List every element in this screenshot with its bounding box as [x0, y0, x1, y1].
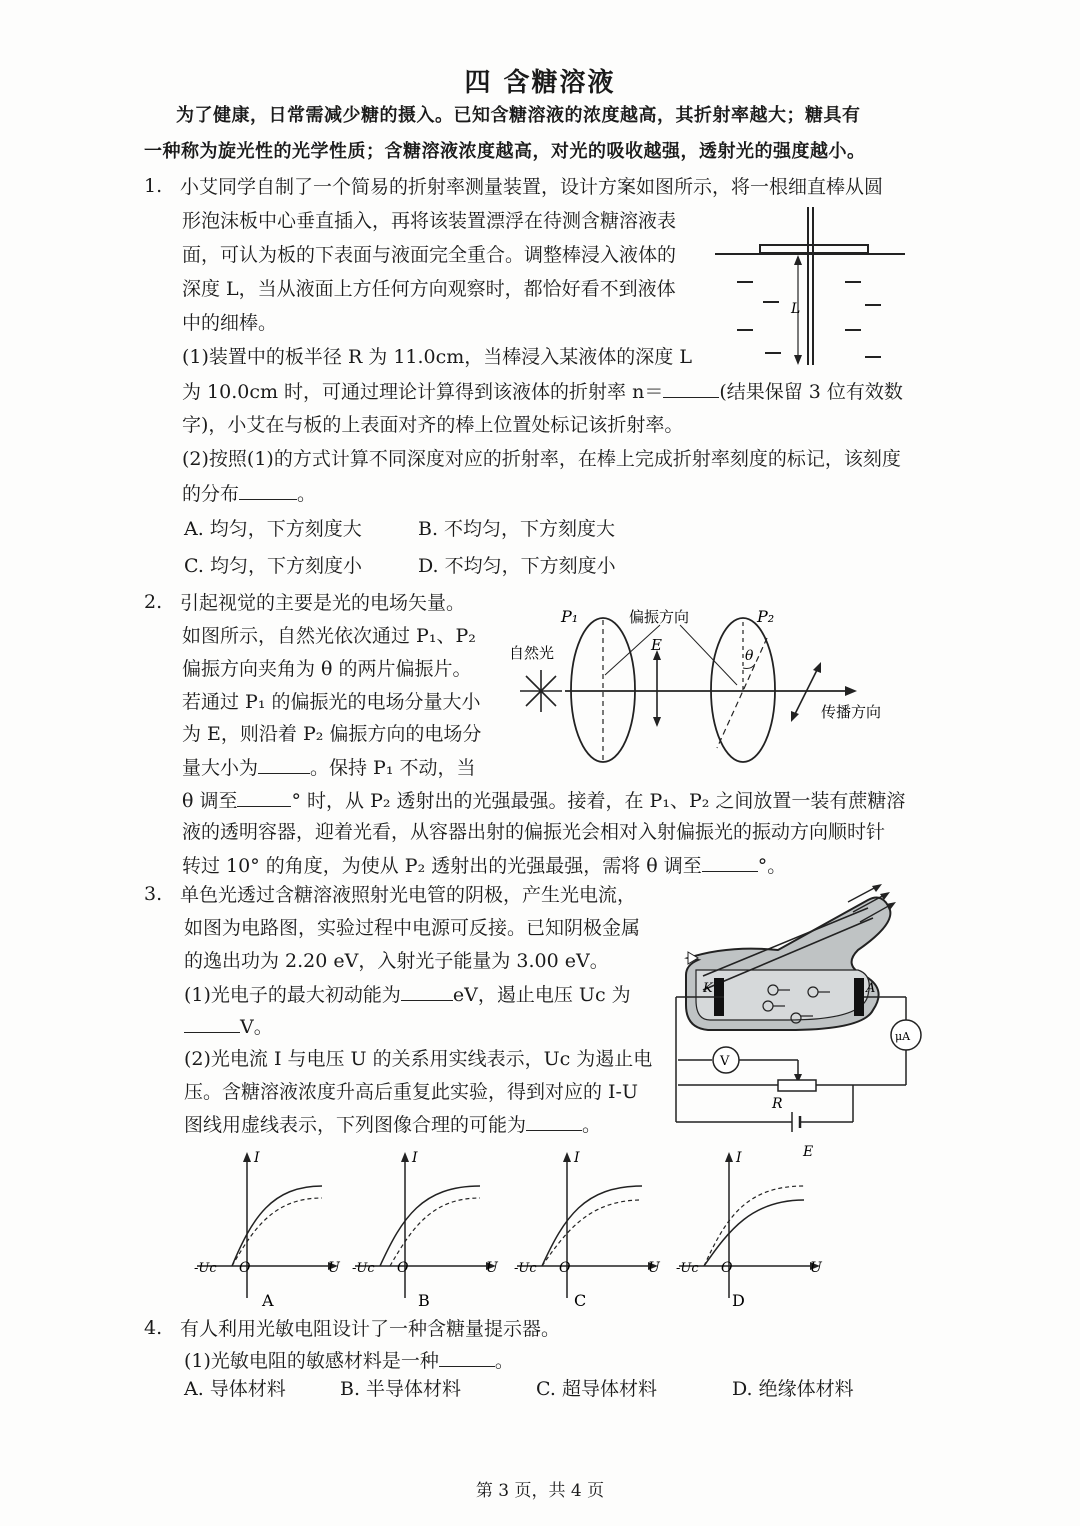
polarization-direction-label: 偏振方向	[629, 608, 690, 626]
p1-label: P₁	[561, 607, 579, 626]
q3-line-1: 单色光透过含糖溶液照射光电管的阴极，产生光电流，	[180, 884, 637, 906]
q3-line-8-text: 图线用虚线表示，下列图像合理的可能为	[184, 1114, 527, 1136]
q1-line-5: 中的细棒。	[182, 312, 278, 334]
q3-number: 3.	[144, 883, 163, 905]
q3-photocell-circuit	[668, 880, 930, 1162]
q2-answer-blank-1[interactable]	[258, 755, 310, 774]
graph-a-u-label: U	[328, 1260, 340, 1276]
resistor-label: R	[772, 1096, 783, 1112]
q4-line-2	[184, 1348, 514, 1373]
graph-d-label[interactable]: D	[732, 1291, 745, 1310]
q2-line-6-tail: 。保持 P₁ 不动，当	[310, 757, 476, 779]
graph-b	[350, 1148, 500, 1314]
graph-c-i-label: I	[574, 1150, 580, 1166]
page-footer: 第 3 页，共 4 页	[475, 1481, 605, 1501]
section-title: 四 含糖溶液	[464, 68, 616, 98]
q4-answer-blank-1[interactable]	[439, 1348, 495, 1367]
q2-answer-blank-2[interactable]	[237, 788, 291, 807]
q3-line-2: 如图为电路图，实验过程中电源可反接。已知阴极金属	[184, 917, 641, 939]
q1-answer-blank-1[interactable]	[663, 379, 719, 398]
graph-a-label[interactable]: A	[262, 1291, 274, 1310]
graph-d-uc-label: -Uc	[676, 1261, 699, 1276]
graph-a-dashed-curve	[232, 1198, 322, 1266]
graph-b-solid-curve	[380, 1186, 480, 1266]
graph-d-origin-label: O	[721, 1260, 733, 1276]
q2-line-7-text: θ 调至	[182, 790, 238, 812]
q4-line-2-tail: 。	[494, 1350, 514, 1372]
q2-line-2: 如图所示，自然光依次通过 P₁、P₂	[182, 625, 476, 647]
graph-b-i-label: I	[412, 1150, 418, 1166]
q2-polarizer-figure	[505, 600, 905, 780]
cathode-label: K	[703, 981, 713, 996]
q3-line-5-text: V。	[240, 1016, 273, 1038]
natural-light-label: 自然光	[509, 644, 555, 662]
q2-line-9-text: 转过 10° 的角度，为使从 P₂ 透射出的光强最强，需将 θ 调至	[182, 855, 702, 877]
q4-line-2-text: (1)光敏电阻的敏感材料是一种	[184, 1350, 439, 1372]
q4-option-c[interactable]: C. 超导体材料	[536, 1378, 657, 1400]
q3-line-8-tail: 。	[582, 1114, 602, 1136]
q1-line-2: 形泡沫板中心垂直插入，再将该装置漂浮在待测含糖溶液表	[182, 210, 677, 232]
q1-line-7	[182, 379, 903, 404]
q3-line-5	[184, 1014, 273, 1039]
graph-c-u-label: U	[648, 1260, 660, 1276]
graph-b-uc-label: -Uc	[352, 1261, 375, 1276]
q3-answer-blank-2[interactable]	[184, 1014, 240, 1033]
q2-line-8: 液的透明容器，迎着光看，从容器出射的偏振光会相对入射偏振光的振动方向顺时针	[182, 821, 886, 843]
graph-b-label[interactable]: B	[418, 1291, 430, 1310]
q4-option-a[interactable]: A. 导体材料	[184, 1378, 286, 1400]
depth-label: L	[791, 301, 801, 317]
q2-line-7-tail: ° 时，从 P₂ 透射出的光强最强。接着，在 P₁、P₂ 之间放置一装有蔗糖溶	[291, 790, 906, 812]
q2-line-6-text: 量大小为	[182, 757, 259, 779]
graph-b-u-label: U	[486, 1260, 498, 1276]
microammeter-label: μA	[895, 1030, 911, 1043]
q1-line-7-text: 为 10.0cm 时，可通过理论计算得到该液体的折射率 n＝	[182, 381, 664, 403]
q1-line-1: 小艾同学自制了一个简易的折射率测量装置，设计方案如图所示，将一根细直棒从圆	[180, 176, 884, 198]
q1-line-8: 字)，小艾在与板的上表面对齐的棒上位置处标记该折射率。	[182, 414, 684, 436]
q1-line-9: (2)按照(1)的方式计算不同深度对应的折射率，在棒上完成折射率刻度的标记，该刻度	[182, 448, 901, 470]
q2-line-9	[182, 853, 786, 878]
graph-d	[674, 1148, 824, 1314]
q1-line-3: 面，可认为板的下表面与液面完全重合。调整棒浸入液体的	[182, 244, 677, 266]
q3-answer-blank-1[interactable]	[401, 982, 453, 1001]
q3-line-8	[184, 1112, 601, 1137]
q2-line-7	[182, 788, 905, 813]
graph-d-i-label: I	[736, 1150, 742, 1166]
graph-a-uc-label: -Uc	[194, 1261, 217, 1276]
q4-option-d[interactable]: D. 绝缘体材料	[732, 1378, 854, 1400]
voltmeter-label: V	[720, 1054, 730, 1069]
q3-answer-blank-3[interactable]	[526, 1112, 582, 1131]
graph-a-i-label: I	[254, 1150, 260, 1166]
q3-line-3: 的逸出功为 2.20 eV，入射光子能量为 3.00 eV。	[184, 950, 609, 972]
intro-line-1: 为了健康，日常需减少糖的摄入。已知含糖溶液的浓度越高，其折射率越大；糖具有	[176, 105, 861, 126]
propagation-direction-label: 传播方向	[821, 703, 882, 721]
q2-line-4: 若通过 P₁ 的偏振光的电场分量大小	[182, 691, 481, 713]
q1-option-a[interactable]: A. 均匀，下方刻度大	[184, 518, 362, 540]
q3-line-6: (2)光电流 I 与电压 U 的关系用实线表示，Uc 为遏止电	[184, 1048, 653, 1070]
q3-line-4-tail: eV，遏止电压 Uc 为	[452, 984, 631, 1006]
q2-line-5: 为 E，则沿着 P₂ 偏振方向的电场分	[182, 723, 482, 745]
q2-line-3: 偏振方向夹角为 θ 的两片偏振片。	[182, 658, 472, 680]
q3-line-4-text: (1)光电子的最大初动能为	[184, 984, 401, 1006]
theta-label: θ	[745, 648, 754, 664]
q1-option-d[interactable]: D. 不均匀，下方刻度小	[418, 555, 616, 577]
q4-option-b[interactable]: B. 半导体材料	[340, 1378, 462, 1400]
anode-plate	[854, 978, 864, 1016]
q4-number: 4.	[144, 1317, 163, 1339]
q1-line-10	[182, 481, 316, 506]
graph-b-dashed-curve	[390, 1198, 480, 1266]
q1-line-10-period: 。	[297, 483, 317, 505]
q2-line-1: 引起视觉的主要是光的电场矢量。	[180, 592, 466, 614]
graph-c-uc-label: -Uc	[514, 1261, 537, 1276]
graph-c-solid-curve	[542, 1186, 642, 1266]
graph-a-solid-curve	[232, 1186, 322, 1266]
q1-option-c[interactable]: C. 均匀，下方刻度小	[184, 555, 362, 577]
q2-answer-blank-3[interactable]	[702, 853, 758, 872]
q1-answer-blank-2[interactable]	[239, 481, 297, 500]
graph-a	[192, 1148, 342, 1314]
graph-d-solid-curve	[704, 1200, 804, 1266]
q4-line-1: 有人利用光敏电阻设计了一种含糖量提示器。	[180, 1318, 561, 1340]
q2-number: 2.	[144, 591, 163, 613]
q1-option-b[interactable]: B. 不均匀，下方刻度大	[418, 518, 616, 540]
q2-line-6	[182, 755, 476, 780]
q1-line-6: (1)装置中的板半径 R 为 11.0cm，当棒浸入某液体的深度 L	[182, 346, 692, 368]
q1-line-4: 深度 L，当从液面上方任何方向观察时，都恰好看不到液体	[182, 278, 676, 300]
q1-line-7-tail: (结果保留 3 位有效数	[719, 381, 903, 403]
q1-number: 1.	[144, 175, 163, 197]
graph-b-origin-label: O	[397, 1260, 409, 1276]
q3-line-4	[184, 982, 631, 1007]
graph-c-dashed-curve	[542, 1200, 642, 1266]
e-field-label: E	[651, 636, 662, 654]
graph-d-dashed-curve	[704, 1186, 804, 1266]
rheostat	[778, 1080, 816, 1091]
anode-label: A	[866, 981, 876, 996]
graph-c-origin-label: O	[559, 1260, 571, 1276]
graph-a-origin-label: O	[239, 1260, 251, 1276]
q1-line-10-text: 的分布	[182, 483, 240, 505]
graph-c	[512, 1148, 662, 1314]
p2-label: P₂	[757, 607, 775, 626]
intro-line-2: 一种称为旋光性的光学性质；含糖溶液浓度越高，对光的吸收越强，透射光的强度越小。	[144, 141, 866, 162]
q2-line-9-tail: °。	[757, 855, 787, 877]
graph-d-u-label: U	[810, 1260, 822, 1276]
q1-rod-figure	[705, 195, 920, 375]
q3-line-7: 压。含糖溶液浓度升高后重复此实验，得到对应的 I-U	[184, 1081, 638, 1103]
graph-c-label[interactable]: C	[574, 1291, 587, 1310]
battery-label: E	[803, 1144, 814, 1160]
natural-light-star	[520, 670, 562, 712]
